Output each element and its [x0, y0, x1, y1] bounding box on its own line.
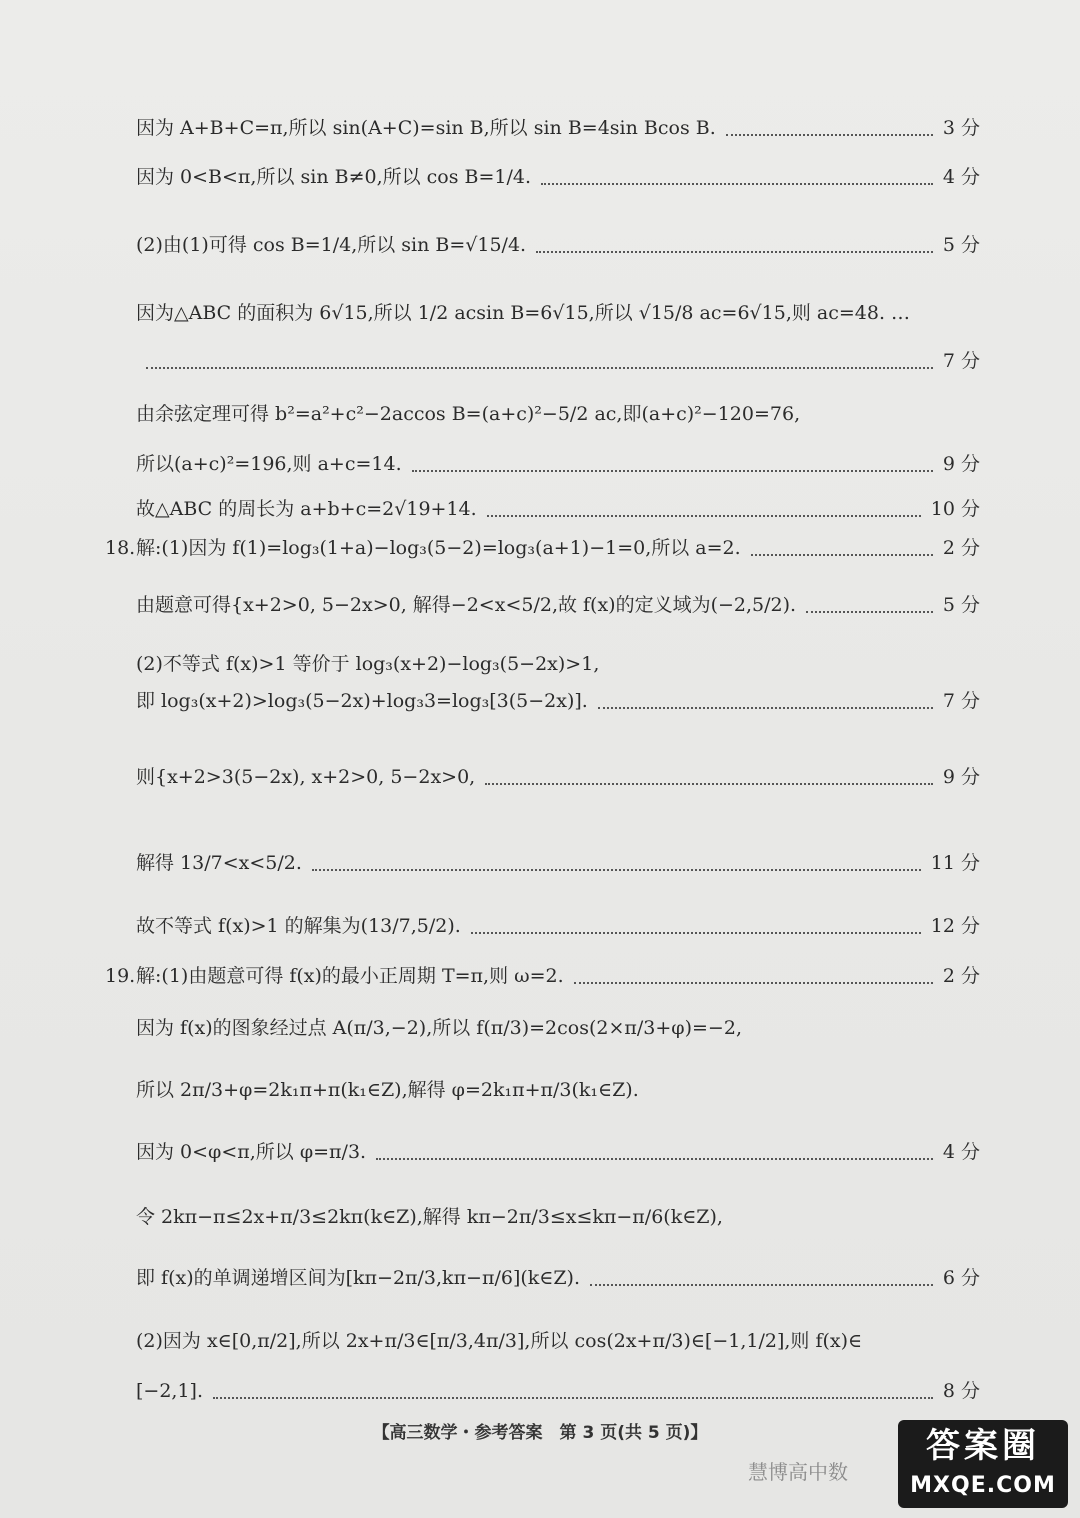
- line-score: 8 分: [942, 1380, 980, 1402]
- line-text: [−2,1].: [136, 1380, 204, 1402]
- line-text: 所以 2π/3+φ=2k₁π+π(k₁∈Z),解得 φ=2k₁π+π/3(k₁∈Z).: [136, 1079, 639, 1101]
- dot-leader: [485, 781, 933, 785]
- problem-number-19: 19.: [105, 965, 136, 987]
- solution-line: [136, 1014, 980, 1042]
- line-score: 5 分: [942, 594, 980, 616]
- dot-leader: [726, 132, 933, 136]
- solution-line: [136, 1076, 980, 1104]
- solution-line: [136, 591, 980, 619]
- line-text: 所以(a+c)²=196,则 a+c=14.: [136, 453, 402, 475]
- solution-line: [136, 163, 980, 191]
- solution-line: [136, 849, 980, 877]
- solution-line: [136, 763, 980, 791]
- dot-leader: [536, 249, 933, 253]
- line-score: 7 分: [942, 350, 980, 372]
- solution-line: [136, 650, 980, 678]
- solution-line: [136, 495, 980, 523]
- dot-leader: [146, 365, 933, 369]
- line-score: 4 分: [942, 1141, 980, 1163]
- solution-line: [136, 347, 980, 375]
- line-text: 因为 0<φ<π,所以 φ=π/3.: [136, 1141, 367, 1163]
- line-score: 7 分: [942, 690, 980, 712]
- line-text: 即 log₃(x+2)>log₃(5−2x)+log₃3=log₃[3(5−2x)].: [136, 690, 588, 712]
- dot-leader: [312, 867, 921, 871]
- solution-line: [136, 1327, 980, 1355]
- solution-line: [136, 687, 980, 715]
- solution-line: [136, 912, 980, 940]
- line-score: 2 分: [942, 537, 980, 559]
- line-text: (2)由(1)可得 cos B=1/4,所以 sin B=√15/4.: [136, 234, 527, 256]
- wechat-watermark: 慧博高中数: [748, 1460, 848, 1484]
- line-text: 故△ABC 的周长为 a+b+c=2√19+14.: [136, 498, 477, 520]
- site-logo: [898, 1420, 1068, 1508]
- solution-line: [136, 450, 980, 478]
- line-score: 10 分: [930, 498, 980, 520]
- line-score: 6 分: [942, 1267, 980, 1289]
- line-text: 因为 A+B+C=π,所以 sin(A+C)=sin B,所以 sin B=4sin Bcos B.: [136, 117, 716, 139]
- logo-bottom-text: MXQE.COM: [910, 1473, 1056, 1498]
- line-text: (2)不等式 f(x)>1 等价于 log₃(x+2)−log₃(5−2x)>1,: [136, 653, 600, 675]
- solution-line: [136, 400, 980, 428]
- solution-line: [136, 231, 980, 259]
- dot-leader: [213, 1395, 933, 1399]
- line-text: 令 2kπ−π≤2x+π/3≤2kπ(k∈Z),解得 kπ−2π/3≤x≤kπ−π/6(k∈Z),: [136, 1206, 723, 1228]
- dot-leader: [487, 513, 921, 517]
- line-text: 则{x+2>3(5−2x), x+2>0, 5−2x>0,: [136, 766, 476, 788]
- dot-leader: [412, 468, 933, 472]
- solution-line: [136, 962, 980, 990]
- line-text: 即 f(x)的单调递增区间为[kπ−2π/3,kπ−π/6](k∈Z).: [136, 1267, 581, 1289]
- solution-line: [136, 1264, 980, 1292]
- line-text: (2)因为 x∈[0,π/2],所以 2x+π/3∈[π/3,4π/3],所以 cos(2x+π/3)∈[−1,1/2],则 f(x)∈: [136, 1330, 863, 1352]
- page-footer: 【高三数学・参考答案 第 3 页(共 5 页)】: [372, 1423, 708, 1443]
- dot-leader: [541, 181, 933, 185]
- solution-line: [136, 299, 980, 327]
- dot-leader: [590, 1282, 933, 1286]
- line-score: 12 分: [930, 915, 980, 937]
- line-text: 故不等式 f(x)>1 的解集为(13/7,5/2).: [136, 915, 461, 937]
- line-score: 9 分: [942, 766, 980, 788]
- line-score: 5 分: [942, 234, 980, 256]
- line-score: 11 分: [930, 852, 980, 874]
- line-score: 3 分: [942, 117, 980, 139]
- solution-line: [136, 114, 980, 142]
- line-text: 解:(1)因为 f(1)=log₃(1+a)−log₃(5−2)=log₃(a+1)−1=0,所以 a=2.: [136, 537, 741, 559]
- line-score: 9 分: [942, 453, 980, 475]
- line-score: 2 分: [942, 965, 980, 987]
- line-text: 由余弦定理可得 b²=a²+c²−2accos B=(a+c)²−5/2 ac,即(a+c)²−120=76,: [136, 403, 801, 425]
- dot-leader: [471, 930, 921, 934]
- dot-leader: [806, 609, 933, 613]
- line-text: 因为 0<B<π,所以 sin B≠0,所以 cos B=1/4.: [136, 166, 532, 188]
- solution-line: [136, 1203, 980, 1231]
- line-score: 4 分: [942, 166, 980, 188]
- logo-top-text: 答案圈: [926, 1426, 1040, 1466]
- line-text: 由题意可得{x+2>0, 5−2x>0, 解得−2<x<5/2,故 f(x)的定义域为(−2,5/2).: [136, 594, 797, 616]
- dot-leader: [751, 552, 933, 556]
- solution-line: [136, 1377, 980, 1405]
- problem-number-18: 18.: [105, 537, 136, 559]
- dot-leader: [376, 1156, 933, 1160]
- solution-line: [136, 1138, 980, 1166]
- line-text: 因为 f(x)的图象经过点 A(π/3,−2),所以 f(π/3)=2cos(2×π/3+φ)=−2,: [136, 1017, 742, 1039]
- dot-leader: [574, 980, 933, 984]
- line-text: 解得 13/7<x<5/2.: [136, 852, 302, 874]
- dot-leader: [598, 705, 933, 709]
- watermark: [748, 1420, 1068, 1510]
- line-text: 解:(1)由题意可得 f(x)的最小正周期 T=π,则 ω=2.: [136, 965, 564, 987]
- line-text: 因为△ABC 的面积为 6√15,所以 1/2 acsin B=6√15,所以 √15/8 ac=6√15,则 ac=48. …: [136, 302, 911, 324]
- solution-line: [136, 534, 980, 562]
